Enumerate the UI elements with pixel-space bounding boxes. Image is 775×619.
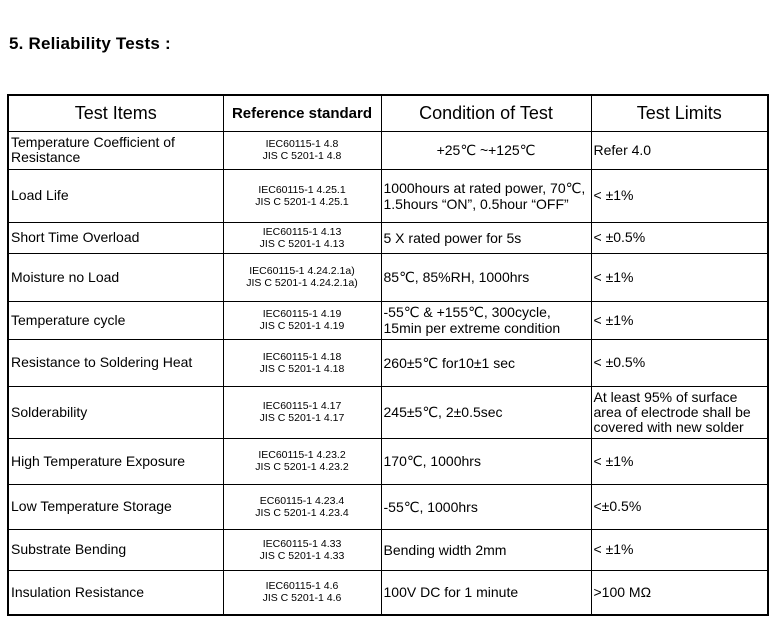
table-row [8,484,768,529]
test-item: High Temperature Exposure [8,438,223,484]
test-limit: < ±0.5% [591,339,768,386]
test-item: Load Life [8,169,223,222]
table-header-row [8,95,768,131]
reference-standard [223,484,381,529]
reference-jis: JIS C 5201-1 4.18 [259,362,345,375]
reference-standard [223,386,381,438]
table-row [8,438,768,484]
header-reference-standard: Reference standard [223,95,381,131]
reference-jis: JIS C 5201-1 4.8 [262,150,342,162]
test-item: Solderability [8,386,223,438]
table-row [8,570,768,615]
test-limit: < ±1% [591,169,768,222]
reference-iec: IEC60115-1 4.19 [262,308,342,320]
test-condition: 1000hours at rated power, 70℃, 1.5hours “ON”, 0.5hour “OFF” [381,169,591,222]
reference-iec: IEC60115-1 4.17 [262,400,342,412]
reference-standard [223,339,381,386]
table-row [8,339,768,386]
test-condition: +25℃ ~+125℃ [381,131,591,169]
table-row [8,169,768,222]
reference-jis: JIS C 5201-1 4.23.4 [255,506,349,519]
reference-jis: JIS C 5201-1 4.6 [262,592,342,605]
test-item: Short Time Overload [8,222,223,253]
reference-iec: IEC60115-1 4.23.2 [258,449,346,461]
test-item: Moisture no Load [8,253,223,301]
reference-iec: IEC60115-1 4.24.2.1a) [249,265,355,277]
test-condition: Bending width 2mm [381,529,591,570]
test-item: Low Temperature Storage [8,484,223,529]
section-title: 5. Reliability Tests : [9,34,171,53]
reference-iec: IEC60115-1 4.6 [265,580,339,593]
reference-standard [223,253,381,301]
reference-standard [223,570,381,615]
reference-standard [223,222,381,253]
reference-iec: IEC60115-1 4.13 [262,225,342,238]
reference-standard [223,438,381,484]
test-limit: < ±1% [591,529,768,570]
table-row [8,301,768,339]
header-test-limits: Test Limits [591,95,768,131]
reference-iec: IEC60115-1 4.18 [262,350,342,363]
test-item: Insulation Resistance [8,570,223,615]
test-item: Substrate Bending [8,529,223,570]
test-item: Temperature cycle [8,301,223,339]
test-limit: < ±1% [591,438,768,484]
reference-jis: JIS C 5201-1 4.33 [259,549,345,562]
test-limit: <±0.5% [591,484,768,529]
reference-jis: JIS C 5201-1 4.19 [259,320,345,332]
table-row [8,529,768,570]
reference-standard [223,301,381,339]
test-item: Resistance to Soldering Heat [8,339,223,386]
reference-standard [223,131,381,169]
test-condition: -55℃, 1000hrs [381,484,591,529]
header-condition-of-test: Condition of Test [381,95,591,131]
reference-jis: JIS C 5201-1 4.13 [259,237,345,250]
reference-jis: JIS C 5201-1 4.24.2.1a) [246,277,358,289]
reference-jis: JIS C 5201-1 4.23.2 [255,461,349,473]
test-condition: 260±5℃ for10±1 sec [381,339,591,386]
reference-jis: JIS C 5201-1 4.17 [259,412,345,424]
test-condition: 245±5℃, 2±0.5sec [381,386,591,438]
test-condition: 5 X rated power for 5s [381,222,591,253]
header-test-items: Test Items [8,95,223,131]
reference-iec: IEC60115-1 4.33 [262,537,342,550]
reference-iec: EC60115-1 4.23.4 [259,494,345,507]
test-limit: >100 MΩ [591,570,768,615]
test-limit: Refer 4.0 [591,131,768,169]
table-row [8,131,768,169]
reference-standard [223,169,381,222]
table-row [8,253,768,301]
reliability-tests-table [7,94,769,616]
table-row [8,386,768,438]
test-condition: 85℃, 85%RH, 1000hrs [381,253,591,301]
reference-standard [223,529,381,570]
test-limit: At least 95% of surface area of electrode shall be covered with new solder [591,386,768,438]
reference-jis: JIS C 5201-1 4.25.1 [255,195,349,208]
test-condition: 100V DC for 1 minute [381,570,591,615]
test-limit: < ±1% [591,253,768,301]
test-item: Temperature Coefficient of Resistance [8,131,223,169]
test-limit: < ±0.5% [591,222,768,253]
reference-iec: IEC60115-1 4.25.1 [258,183,346,196]
test-condition: 170℃, 1000hrs [381,438,591,484]
reference-iec: IEC60115-1 4.8 [265,138,339,150]
test-condition: -55℃ & +155℃, 300cycle, 15min per extreme condition [381,301,591,339]
test-limit: < ±1% [591,301,768,339]
table-row [8,222,768,253]
